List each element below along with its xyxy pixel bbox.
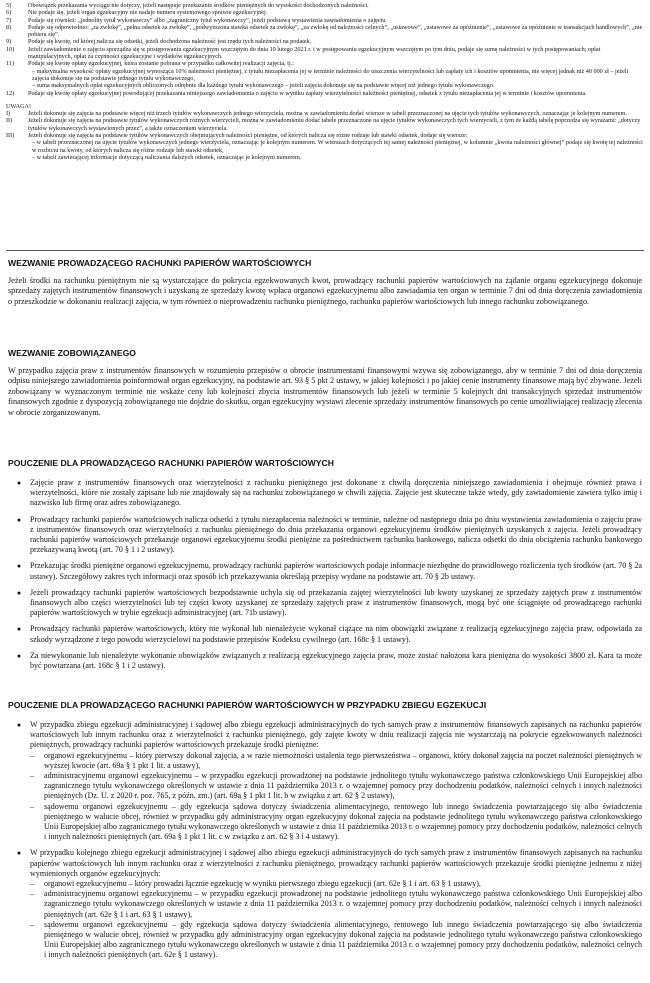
- footnote-number: 7): [6, 16, 12, 24]
- footnote-number: 5): [6, 2, 12, 9]
- dash-icon: –: [30, 919, 35, 929]
- footnote-text: Podaje się kwotę opłaty egzekucyjnej powodującej przekazania niniejszego zawiadomienia o zajęciu w wyniku zapłaty wierzytelności należności pieniężnej, odsetek z tytułu niezapłacenia jej w terminie i kosztów upomnienia.: [28, 89, 587, 97]
- dash-icon: –: [30, 889, 35, 899]
- footnote-text: Podaje się kwotę opłaty egzekucyjnej, która zostanie pobrana w przypadku całkowitej realizacji zajęcia, tj.:: [28, 60, 294, 68]
- footnote-number: [6, 82, 28, 89]
- footnote-number: [6, 68, 28, 83]
- footnote-row: [6, 17, 644, 24]
- bullet-icon: ●: [16, 515, 22, 524]
- sub-list-item-text: sądowemu organowi egzekucyjnemu – gdy egzekucja sądowa dotyczy świadczenia alimentacyjnego, rentowego lub innego świadczenia powtarzającego się albo świadczenia pieniężnego w walucie obcej, również w przypadku gdy administracyjny organ egzekucyjny dokonał zajęcia na podstawie jednolitego tytułu wykonawczego państwa członkowskiego Unii Europejskiej albo zagranicznego tytułu wykonawczego określonych w ustawie z dnia 11 października 2013 r. o wzajemnej pomocy przy dochodzeniu podatków, należności celnych i innych należności pieniężnych (art. 62e § 1 ustawy).: [44, 919, 642, 960]
- footnote-row: [6, 2, 644, 9]
- list-item-text: W przypadku kolejnego zbiegu egzekucji administracyjnej i sądowej albo zbiegu egzekucji administracyjnych do tych samych praw z instrumentów finansowych zapisanych na rachunku papierów wartościowych lub innym rachunku oraz z wierzytelności z rachunku pieniężnego, prowadzący rachunki papierów wartościowych przekazuje środki pieniężne jednemu z niżej wymienionych organów egzekucyjnych:: [30, 848, 642, 878]
- footnote-text: Jeżeli dokonuje się zajęcia na podstawie tytułów wykonawczych różnych wierzycieli, można w zawiadomieniu dodać tabele przeznaczone na ujęcie tytułów wykonawczych tych wierzycieli, z tym że każdą tabelę poprzedza się wyrazami: „dotyczy tytułów wykonawczych wystawionych przez”, a także oznaczeniem wierzyciela.: [28, 117, 641, 132]
- footnote-row: [6, 38, 644, 45]
- footnote-row: [6, 110, 644, 117]
- footnote-text: Jeżeli dokonuje się zajęcia na podstawie tytułów wykonawczych obejmujących należności pieniężne, od których nalicza się różne rodzaje lub stawki odsetek, dodaje się wiersze:: [28, 132, 468, 140]
- bullet-icon: ●: [16, 588, 22, 597]
- list-item: [8, 478, 642, 509]
- bullet-icon: ●: [16, 479, 22, 487]
- footnote-row: [6, 9, 644, 16]
- footnote-text: Podaje się kwotę, od której nalicza się odsetki, jeżeli dochodzona należność jest rzędu tych należności na podatek.: [28, 38, 312, 46]
- bullet-icon: ●: [16, 651, 22, 660]
- list-item: [8, 651, 642, 671]
- sub-list-item: [30, 802, 642, 843]
- footnote-row: [6, 60, 644, 67]
- list-item: [8, 720, 642, 842]
- footnote-text: Jeżeli dokonuje się zajęcia na podstawie więcej niż trzech tytułów wykonawczych jednego wierzyciela, można w zawiadomieniu dodać wiersze w tabeli przeznaczonej na ujęcie tych tytułów wykonawczych, oznaczając je kolejnym numerem.: [28, 110, 627, 118]
- footnote-text: Podaje się również: „jednolity tytuł wykonawczy” albo „zagraniczny tytuł wykonawczy”, jeżeli podstawą wystawienia zawiadomienia o zajęciu.: [28, 16, 387, 24]
- sub-list-item-text: organowi egzekucyjnemu – który prowadzi łącznie egzekucję w wyniku pierwszego zbiegu egzekucji (art. 62e § 1 i art. 63 § 1 ustawy),: [44, 879, 481, 889]
- list-item: [8, 624, 642, 644]
- list-item-text: Przekazując środki pieniężne organowi egzekucyjnemu, prowadzący rachunki papierów wartościowych podaje informacje niezbędne do prawidłowego rozliczenia tych środków (art. 70 § 2a ustawy). Szczegółowy zakres tych informacji oraz sposób ich przekazywania określają przepisy wydane na podstawie art. 70 § 2b ustawy.: [30, 561, 642, 581]
- footnote-row: [6, 139, 644, 154]
- footnote-text: Jeżeli zawiadomienie o zajęciu sporządza się w postępowaniu egzekucyjnym wszczętym do dnia 19 lutego 2021 r. i w postępowaniu egzekucyjnym wszczętym po tym dniu, podaje się sumę należności w tych postępowaniach; opłat manipulacyjnych, opłat za czynności egzekucyjne i wydatków egzekucyjnych.: [28, 45, 601, 61]
- list-item: [8, 561, 642, 581]
- section-text: W przypadku zajęcia praw z instrumentów finansowych w rozumieniu przepisów o obrocie instrumentami finansowymi wzywa się zobowiązanego, aby w terminie 7 dni od dnia doręczenia odpisu niniejszego zawiadomienia poinformował organ egzekucyjny, na podstawie art. 93 § 5 pkt 2 ustawy, w jakiej kolejności i po jakiej cenie instrumenty finansowe mają być zbywane. Jeżeli zobowiązany w wyznaczonym terminie nie wskaże ceny lub kolejności zbycia instrumentów finansowych lub jeżeli w terminie 5 kolejnych dni transakcyjnych sprzedaż instrumentów finansowych zgodnie z dyspozycją zobowiązanego nie dojdzie do skutku, organ egzekucyjny wystawi zlecenie sprzedaży instrumentów finansowych po cenie umożliwiającej realizację zlecenia w obrocie zorganizowanym.: [8, 365, 642, 417]
- bullet-icon: ●: [16, 721, 22, 729]
- sub-list-item: [30, 889, 642, 920]
- list-item: [8, 848, 642, 960]
- pouczenie-1-list: [8, 478, 642, 677]
- footnote-number: III): [6, 132, 15, 140]
- footnote-number: 10): [6, 45, 15, 53]
- footnote-row: [6, 68, 644, 83]
- bullet-icon: ●: [16, 562, 22, 571]
- footnote-text: – maksymalna wysokość opłaty egzekucyjnej wynosząca 10% należności pieniężnej, z tytułu niezapłacenia jej w terminie należności do uiszczenia wierzytelności lub zapłaty ich i kosztów upomnienia, nie więcej jednak niż 40 000 zł – jeżeli zajęcia dokonuje się na podstawie jednego tytułu wykonawczego,: [32, 67, 629, 82]
- list-item-text: Prowadzący rachunki papierów wartościowych, który nie wykonał lub nienależycie wykonał ciążące na nim obowiązki związane z realizacją egzekucyjnego zajęcia praw, odpowiada za szkody wyrządzone z tego powodu wierzycielowi na podstawie przepisów Kodeksu cywilnego (art. 168c § 1 ustawy).: [30, 624, 642, 644]
- footnote-row: [6, 24, 644, 39]
- pouczenie-2-list: [8, 720, 642, 967]
- footnote-number: I): [6, 110, 11, 118]
- list-item-text: Jeżeli prowadzący rachunki papierów wartościowych bezpodstawnie uchyla się od przekazania zajętej wierzytelności lub kwoty uzyskanej ze sprzedaży zajętych praw z instrumentów finansowych albo części wierzytelności lub tej części kwoty uzyskanej ze sprzedaży zajętych praw z instrumentów finansowych, mogą być one ściągnięte od prowadzącego rachunki papierów wartościowych w trybie egzekucji administracyjnej (art. 71b ustawy).: [30, 587, 642, 618]
- footnotes: [6, 2, 644, 161]
- section-text: Jeżeli środki na rachunku pieniężnym nie są wystarczające do pokrycia egzekwowanych kwot, prowadzący rachunki papierów wartościowych na żądanie organu egzekucyjnego dokonuje sprzedaży zajętych instrumentów finansowych i uzyskaną ze sprzedaży kwotę wpłaca organowi egzekucyjnemu albo zawiadamia ten organ w terminie 7 dni od dnia doręczenia zawiadomienia o przeszkodzie w dokonaniu realizacji zajęcia, w tym również o nieprowadzeniu rachunku pieniężnego, rachunku papierów wartościowych lub innego rachunku zobowiązanego.: [8, 275, 642, 306]
- footnote-text: Nie podaje się, jeżeli organ egzekucyjny nie nadaje numeru systemowego sprawie egzekucyjnej.: [28, 9, 268, 17]
- footnote-number: 8): [6, 23, 12, 31]
- bullet-icon: ●: [16, 849, 22, 858]
- section-title: WEZWANIE ZOBOWIĄZANEGO: [8, 348, 136, 358]
- footnote-row: [6, 117, 644, 132]
- footnote-number: II): [6, 117, 13, 125]
- uwagi-title: UWAGA!: [6, 102, 32, 110]
- list-item-text: W przypadku zbiegu egzekucji administracyjnej i sądowej albo zbiegu egzekucji administracyjnych do tych samych praw z instrumentów finansowych zapisanych na rachunku papierów wartościowych lub innym rachunku oraz z wierzytelności z rachunku pieniężnego, gdy zajęte kwoty w dniu realizacji zajęcia nie wystarczają na pokrycie egzekwowanych należności pieniężnych, prowadzący rachunki papierów wartościowych przekazuje środki pieniężne:: [30, 720, 642, 750]
- footnote-row: [6, 82, 644, 89]
- footnote-row: [6, 154, 644, 161]
- footnote-row: [6, 132, 644, 139]
- sub-list-item-text: organowi egzekucyjnemu – który pierwszy dokonał zajęcia, a w razie niemożności ustalenia tego pierwszeństwa – organowi, który dokonał zajęcia na poczet należności pieniężnych w wyższej kwocie (art. 69a § 1 pkt 1 lit. a ustawy),: [44, 750, 642, 770]
- sub-list-item: [30, 771, 642, 802]
- sub-list-item: [30, 920, 642, 961]
- list-item-text: Prowadzący rachunki papierów wartościowych nalicza odsetki z tytułu niezapłacenia należności w terminie, należne od następnego dnia po dniu wystawienia zawiadomienia o zajęciu praw z instrumentów finansowych oraz wierzytelności z rachunku pieniężnego do dnia przekazania organowi egzekucyjnemu środków pieniężnych uzyskanych z zajęcia. Jeżeli prowadzący rachunki papierów wartościowych przekazuje organowi egzekucyjnemu środki pieniężne za pośrednictwem rachunku bankowego, nalicza odsetki do dnia obciążenia rachunku bankowego przekazywaną kwotą (art. 70 § 1 i 2 ustawy).: [30, 514, 642, 555]
- section-wezwanie-zobowiazanego: [8, 348, 642, 419]
- footnote-text: – w tabeli przeznaczonej na ujęcie tytułów wykonawczych jednego wierzyciela, oznaczając je kolejnym numerem. W wierszach dotyczących tej samej należności pieniężnej, w kolumnie „kwota należności głównej” podaje się kwotę tej należności w rozbiciu na kwoty, od których nalicza się różne rodzaje lub stawki odsetek,: [32, 139, 643, 154]
- footnote-number: 6): [6, 9, 12, 17]
- footnote-text: Podaje się odpowiednio: „za zwłokę”, „pełna odsetek za zwłokę”, „podwyższona stawka odsetek za zwłokę”, „za zwłokę od należności celnych”, „ustawowe”, „ustawowe za opóźnienie”, „ustawowe za opóźnienie w transakcjach handlowych”, „nie pobiera się”.: [28, 23, 643, 39]
- list-item: [8, 588, 642, 619]
- footnote-number: 11): [6, 60, 15, 68]
- footnote-text: – w tabeli zawierającej informacje dotyczącą naliczania dalszych odsetek, oznaczając je kolejnym numerem.: [32, 153, 302, 161]
- bullet-icon: ●: [16, 625, 22, 634]
- sub-list-item: [30, 751, 642, 771]
- list-item-text: Zajęcie praw z instrumentów finansowych oraz wierzytelności z rachunku pieniężnego jest dokonane z chwilą doręczenia niniejszego zawiadomienia i obejmuje również prawa i wierzytelności, które nie zostały zapisane lub nie znajdowały się na rachunku zobowiązanego w chwili zajęcia. Zajęcie jest skuteczne także wtedy, gdy zawiadomienie zawiera tylko imię i nazwisko lub firmę oraz adres zobowiązanego.: [30, 478, 642, 508]
- dash-icon: –: [30, 879, 35, 889]
- dash-icon: –: [30, 771, 35, 781]
- sub-list-item: [30, 879, 642, 889]
- footnote-row: [6, 90, 644, 97]
- section-pouczenie-1-title: [8, 458, 642, 469]
- divider: [6, 250, 644, 251]
- list-item-text: Za niewykonanie lub nienależyte wykonanie obowiązków związanych z realizacją egzekucyjnego zajęcia praw, może zostać nałożona kara pieniężna do wysokości 3800 zł. Kara ta może być powtarzana (art. 168c § 1 i 2 ustawy).: [30, 650, 642, 671]
- list-item: [8, 515, 642, 556]
- footnote-number: 9): [6, 38, 12, 46]
- footnote-number: [6, 154, 28, 161]
- footnote-number: [6, 139, 28, 154]
- dash-icon: –: [30, 801, 35, 811]
- dash-icon: –: [30, 750, 35, 760]
- sub-list-item-text: administracyjnemu organowi egzekucyjnemu – w przypadku egzekucji prowadzonej na podstawie jednolitego tytułu wykonawczego państwa członkowskiego Unii Europejskiej albo zagranicznego tytułu wykonawczego określonych w ustawie z dnia 11 października 2013 r. o wzajemnej pomocy przy dochodzeniu podatków, należności celnych i innych należności pieniężnych (Dz. U. z 2020 r. poz. 765, z późn. zm.) (art. 69a § 1 pkt 1 lit. b w związku z art. 62 § 2 ustawy),: [44, 771, 642, 801]
- sub-list-item-text: administracyjnemu organowi egzekucyjnemu – w przypadku egzekucji prowadzonej na podstawie jednolitego tytułu wykonawczego państwa członkowskiego Unii Europejskiej albo zagranicznego tytułu wykonawczego określonych w ustawie z dnia 11 października 2013 r. o wzajemnej pomocy przy dochodzeniu podatków, należności celnych i innych należności pieniężnych (art. 62e § 1 i art. 63 § 1 ustawy),: [44, 889, 642, 919]
- footnote-text: Obowiązek przekazania wyciągu nie dotyczy, jeżeli następuje przekazanie środków pieniężnych do wysokości dochodzonych należności.: [28, 2, 369, 9]
- footnote-row: [6, 46, 644, 61]
- section-title: POUCZENIE DLA PROWADZĄCEGO RACHUNKI PAPIERÓW WARTOŚCIOWYCH W PRZYPADKU ZBIEGU EGZEKUCJI: [8, 700, 487, 710]
- section-wezwanie-prowadzacego: [8, 258, 642, 307]
- footnote-number: 12): [6, 89, 15, 97]
- sub-list-item-text: sądowemu organowi egzekucyjnemu – gdy egzekucja sądowa dotyczy świadczenia alimentacyjnego, rentowego lub innego świadczenia powtarzającego się albo świadczenia pieniężnego w walucie obcej, również w przypadku gdy administracyjny organ egzekucyjny dokonał zajęcia na podstawie jednolitego tytułu wykonawczego państwa członkowskiego Unii Europejskiej albo zagranicznego tytułu wykonawczego określonych w ustawie z dnia 11 października 2013 r. o wzajemnej pomocy przy dochodzeniu podatków, należności celnych i innych należności pieniężnych (art. 69a § 1 pkt 1 lit. c w związku z art. 62 § 3 i 4 ustawy).: [44, 801, 642, 842]
- section-pouczenie-2-title: [8, 700, 642, 711]
- section-title: POUCZENIE DLA PROWADZĄCEGO RACHUNKI PAPIERÓW WARTOŚCIOWYCH: [8, 458, 334, 468]
- section-title: WEZWANIE PROWADZĄCEGO RACHUNKI PAPIERÓW WARTOŚCIOWYCH: [8, 258, 312, 268]
- footnote-text: – suma maksymalnych opłat egzekucyjnych obliczonych odrębnie dla każdego tytułu wykonawczego – jeżeli zajęcia dokonuje się na podstawie więcej niż jednego tytułu wykonawczego.: [32, 82, 495, 90]
